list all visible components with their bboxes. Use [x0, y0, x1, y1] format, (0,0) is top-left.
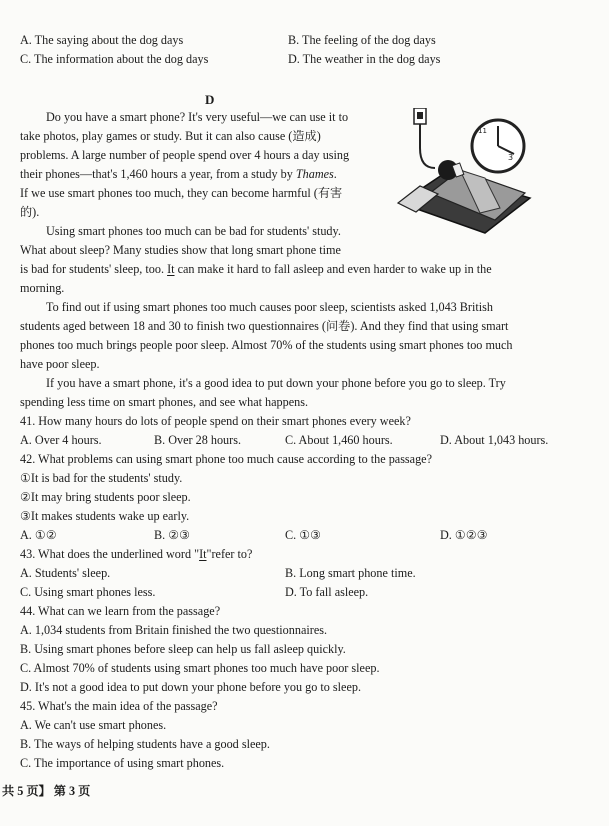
p1-line-3: problems. A large number of people spend over 4 hours a day using	[20, 148, 350, 162]
q41-option-b[interactable]: B. Over 28 hours.	[154, 433, 241, 447]
q44-stem: 44. What can we learn from the passage?	[20, 604, 221, 618]
q44-option-c[interactable]: C. Almost 70% of students using smart phones too much have poor sleep.	[20, 661, 380, 675]
prev-option-b: B. The feeling of the dog days	[288, 33, 436, 47]
page-footer	[2, 782, 90, 801]
q43-option-a[interactable]: A. Students' sleep.	[20, 566, 111, 580]
svg-text:11: 11	[478, 127, 487, 135]
q42-option-c[interactable]: C. ①③	[285, 528, 322, 542]
q44-option-a[interactable]: A. 1,034 students from Britain finished the two questionnaires.	[20, 623, 328, 637]
q45-stem: 45. What's the main idea of the passage?	[20, 699, 218, 713]
q43-stem	[20, 545, 252, 564]
footer-total-pages: 共 5 页】	[2, 784, 51, 798]
p2-line-3-rest: can make it hard to fall asleep and even harder to wake up in the	[174, 262, 492, 276]
q45-option-b[interactable]: B. The ways of helping students have a good sleep.	[20, 737, 270, 751]
section-title: D	[205, 92, 215, 107]
q44-option-d[interactable]: D. It's not a good idea to put down your phone before you go to sleep.	[20, 680, 362, 694]
prev-option-d: D. The weather in the dog days	[288, 52, 441, 66]
q42-option-a[interactable]: A. ①②	[20, 528, 57, 542]
source-name: Thames	[295, 167, 334, 181]
q42-stem: 42. What problems can using smart phone too much cause according to the passage?	[20, 452, 433, 466]
q45-option-a[interactable]: A. We can't use smart phones.	[20, 718, 167, 732]
svg-text:3: 3	[508, 153, 514, 162]
p1-line-1: Do you have a smart phone? It's very useful—we can use it to	[46, 110, 349, 124]
q43-stem-after: "refer to?	[206, 547, 253, 561]
underlined-word-it: It	[167, 262, 175, 276]
q41-option-d[interactable]: D. About 1,043 hours.	[440, 433, 549, 447]
p2-line-3-text: is bad for students' sleep, too.	[20, 262, 168, 276]
p1-line-2: take photos, play games or study. But it can also cause (造成)	[20, 129, 321, 143]
p4-line-2: spending less time on smart phones, and see what happens.	[20, 395, 309, 409]
q42-option-b[interactable]: B. ②③	[154, 528, 191, 542]
q43-option-c[interactable]: C. Using smart phones less.	[20, 585, 156, 599]
q43-option-d[interactable]: D. To fall asleep.	[285, 585, 369, 599]
prev-option-c: C. The information about the dog days	[20, 52, 209, 66]
q42-statement-2: ②It may bring students poor sleep.	[20, 490, 191, 504]
p3-line-4: have poor sleep.	[20, 357, 100, 371]
q43-stem-word: It	[199, 547, 207, 561]
p3-line-1: To find out if using smart phones too much causes poor sleep, scientists asked 1,043 British	[46, 300, 493, 314]
q41-stem: 41. How many hours do lots of people spend on their smart phones every week?	[20, 414, 411, 428]
p1-line-4-period: .	[333, 167, 337, 181]
q45-option-c[interactable]: C. The importance of using smart phones.	[20, 756, 225, 770]
q42-statement-1: ①It is bad for the students' study.	[20, 471, 183, 485]
sleeping-student-illustration	[390, 108, 540, 238]
q43-option-b[interactable]: B. Long smart phone time.	[285, 566, 416, 580]
q44-option-b[interactable]: B. Using smart phones before sleep can help us fall asleep quickly.	[20, 642, 346, 656]
q41-option-a[interactable]: A. Over 4 hours.	[20, 433, 102, 447]
footer-page-number: 第 3 页	[53, 784, 91, 798]
p3-line-3: phones too much brings people poor sleep. Almost 70% of the students using smart phones too much	[20, 338, 513, 352]
p1-line-6: 的).	[20, 205, 40, 219]
p1-line-5: If we use smart phones too much, they can become harmful (有害	[20, 186, 343, 200]
p4-line-1: If you have a smart phone, it's a good idea to put down your phone before you go to sleep. Try	[46, 376, 506, 390]
p1-line-4	[20, 165, 337, 184]
prev-option-a: A. The saying about the dog days	[20, 33, 184, 47]
q41-option-c[interactable]: C. About 1,460 hours.	[285, 433, 393, 447]
q42-option-d[interactable]: D. ①②③	[440, 528, 488, 542]
q42-statement-3: ③It makes students wake up early.	[20, 509, 190, 523]
q43-stem-before: 43. What does the underlined word "	[20, 547, 200, 561]
p3-line-2: students aged between 18 and 30 to finish two questionnaires (问卷). And they find that using smart	[20, 319, 509, 333]
p2-line-4: morning.	[20, 281, 65, 295]
p2-line-1: Using smart phones too much can be bad for students' study.	[46, 224, 341, 238]
p1-line-4-text: their phones—that's 1,460 hours a year, from a study by	[20, 167, 296, 181]
p2-line-3	[20, 260, 492, 279]
p2-line-2: What about sleep? Many studies show that long smart phone time	[20, 243, 341, 257]
